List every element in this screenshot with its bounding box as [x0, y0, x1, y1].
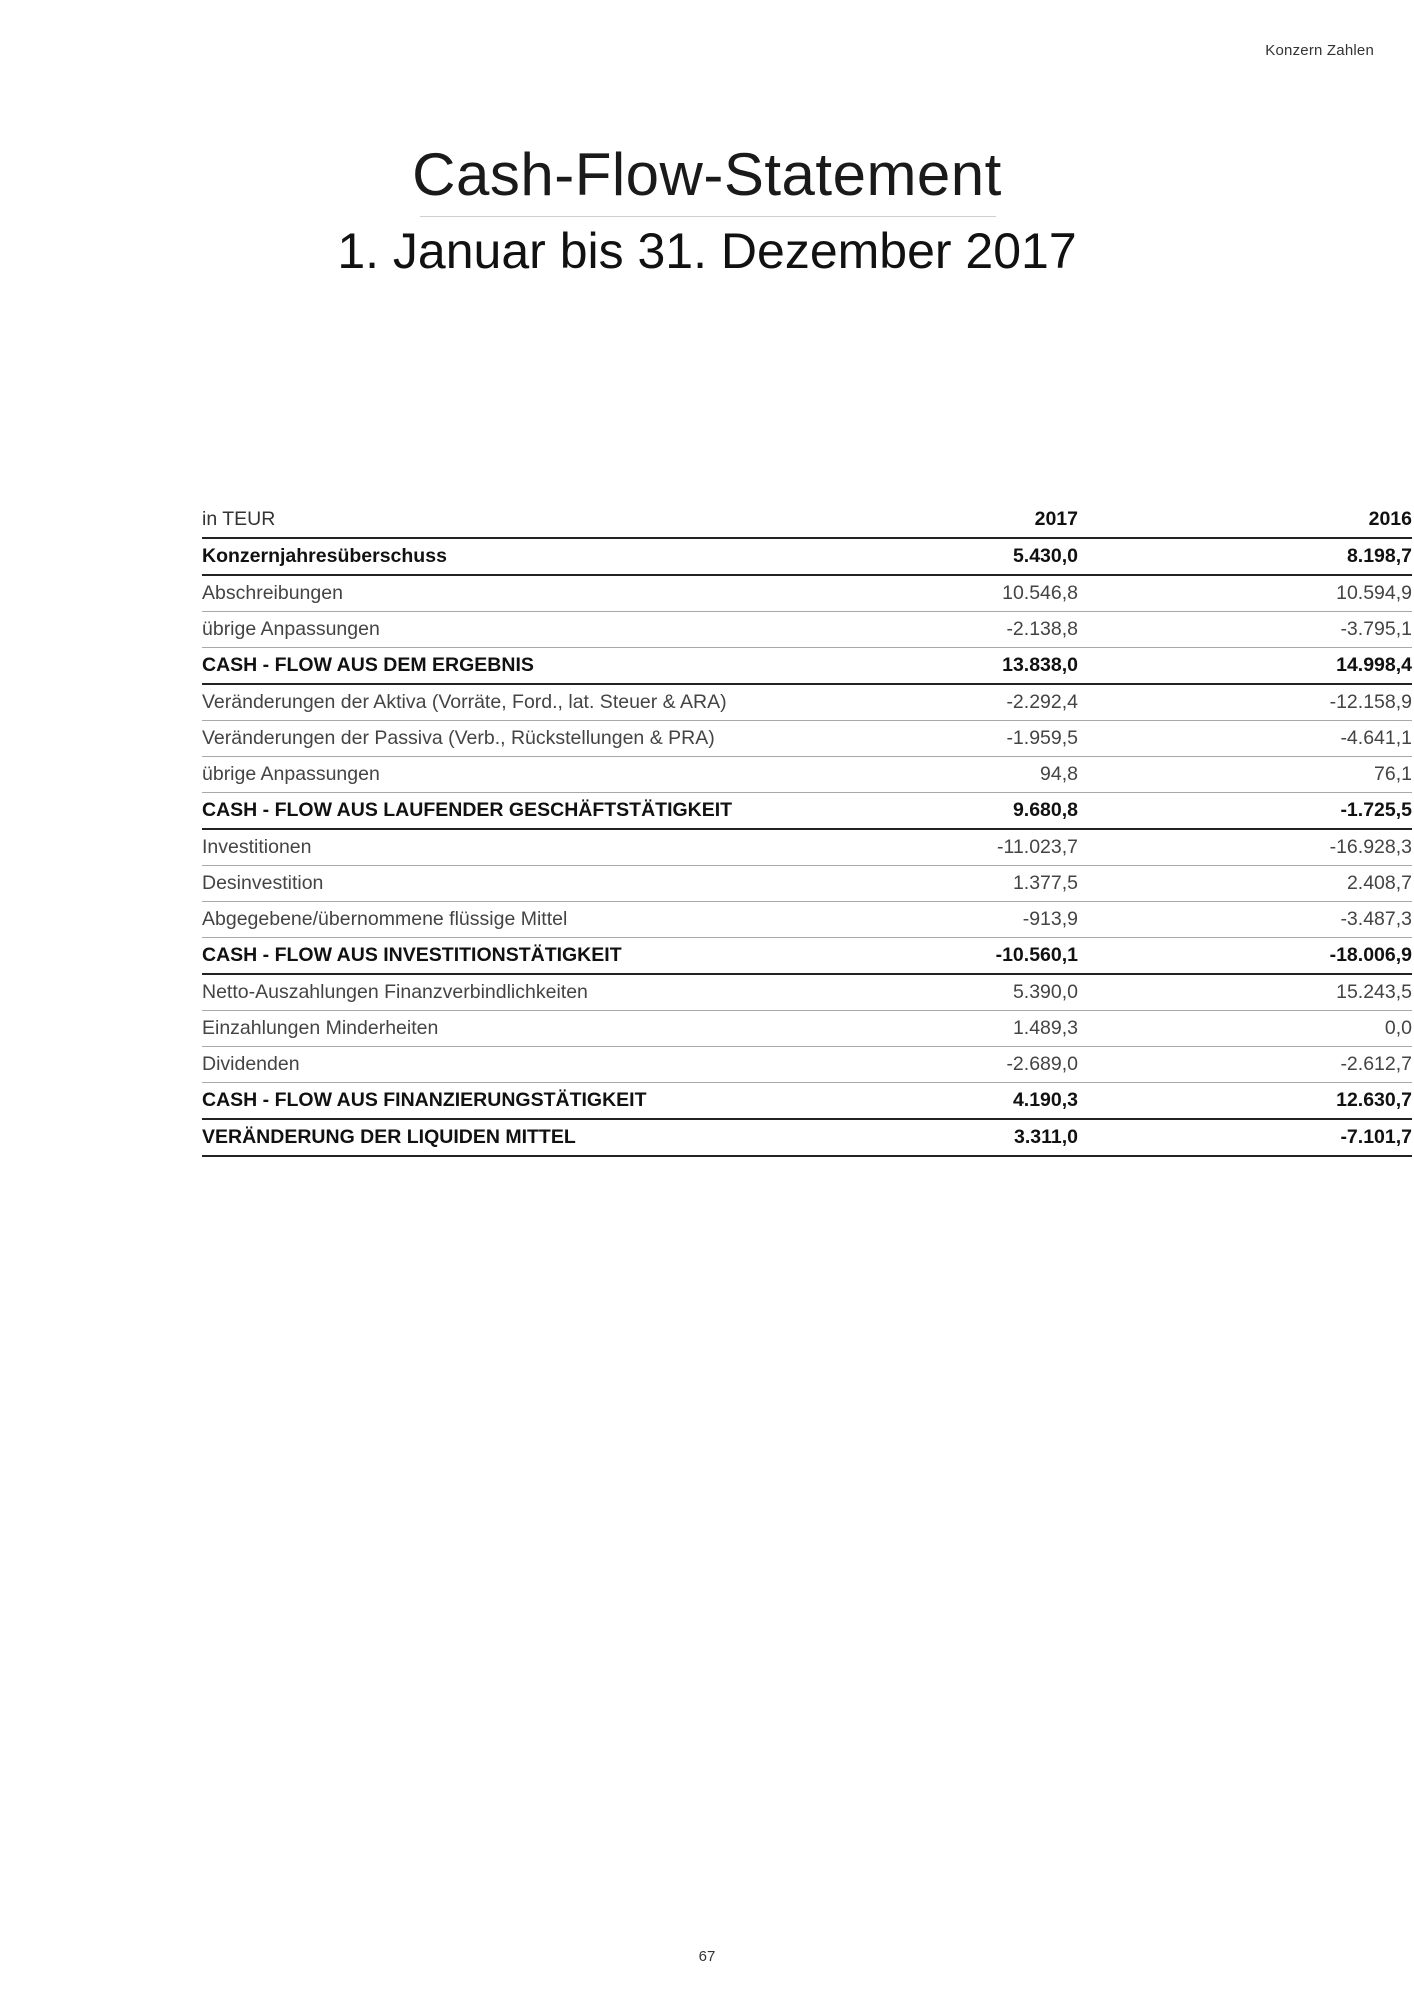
table-row — [202, 974, 1412, 1011]
column-header-2016: 2016 — [1078, 502, 1412, 538]
value-2017: -913,9 — [762, 902, 1078, 938]
table-row — [202, 866, 1412, 902]
row-label: CASH - FLOW AUS LAUFENDER GESCHÄFTSTÄTIGKEIT — [202, 793, 762, 830]
value-2017: 5.430,0 — [762, 538, 1078, 575]
value-2016: 14.998,4 — [1078, 648, 1412, 685]
row-label: Netto-Auszahlungen Finanzverbindlichkeiten — [202, 974, 762, 1011]
column-header-2017: 2017 — [762, 502, 1078, 538]
value-2017: 5.390,0 — [762, 974, 1078, 1011]
value-2016: -12.158,9 — [1078, 684, 1412, 721]
value-2017: 13.838,0 — [762, 648, 1078, 685]
row-label: Desinvestition — [202, 866, 762, 902]
value-2016: -16.928,3 — [1078, 829, 1412, 866]
value-2016: 15.243,5 — [1078, 974, 1412, 1011]
table-row — [202, 612, 1412, 648]
value-2017: -2.689,0 — [762, 1047, 1078, 1083]
value-2017: 1.377,5 — [762, 866, 1078, 902]
unit-label: in TEUR — [202, 502, 762, 538]
table-row — [202, 829, 1412, 866]
row-label: Veränderungen der Passiva (Verb., Rückstellungen & PRA) — [202, 721, 762, 757]
value-2017: -2.292,4 — [762, 684, 1078, 721]
value-2017: 10.546,8 — [762, 575, 1078, 612]
title-divider — [420, 216, 996, 217]
table-row — [202, 902, 1412, 938]
value-2016: 8.198,7 — [1078, 538, 1412, 575]
cash-flow-table-container — [202, 502, 1412, 1157]
table-row — [202, 757, 1412, 793]
value-2016: -1.725,5 — [1078, 793, 1412, 830]
value-2017: 4.190,3 — [762, 1083, 1078, 1120]
row-label: Einzahlungen Minderheiten — [202, 1011, 762, 1047]
table-row-total — [202, 648, 1412, 685]
value-2017: -11.023,7 — [762, 829, 1078, 866]
value-2016: -3.487,3 — [1078, 902, 1412, 938]
section-label: Konzern Zahlen — [1265, 42, 1374, 59]
value-2016: 76,1 — [1078, 757, 1412, 793]
row-label: CASH - FLOW AUS INVESTITIONSTÄTIGKEIT — [202, 938, 762, 975]
value-2017: -2.138,8 — [762, 612, 1078, 648]
table-row — [202, 575, 1412, 612]
table-row — [202, 684, 1412, 721]
value-2016: -2.612,7 — [1078, 1047, 1412, 1083]
table-row-total — [202, 1119, 1412, 1156]
table-row — [202, 1011, 1412, 1047]
table-row-total — [202, 793, 1412, 830]
page-subtitle: 1. Januar bis 31. Dezember 2017 — [337, 223, 1077, 279]
row-label: übrige Anpassungen — [202, 757, 762, 793]
row-label: Abschreibungen — [202, 575, 762, 612]
page-title: Cash-Flow-Statement — [412, 141, 1002, 208]
value-2017: 9.680,8 — [762, 793, 1078, 830]
value-2016: -18.006,9 — [1078, 938, 1412, 975]
row-label: übrige Anpassungen — [202, 612, 762, 648]
table-row — [202, 721, 1412, 757]
value-2016: -4.641,1 — [1078, 721, 1412, 757]
value-2016: -7.101,7 — [1078, 1119, 1412, 1156]
row-label: Veränderungen der Aktiva (Vorräte, Ford., lat. Steuer & ARA) — [202, 684, 762, 721]
row-label: Dividenden — [202, 1047, 762, 1083]
value-2016: 12.630,7 — [1078, 1083, 1412, 1120]
table-row-total — [202, 938, 1412, 975]
row-label: CASH - FLOW AUS DEM ERGEBNIS — [202, 648, 762, 685]
table-body — [202, 538, 1412, 1156]
row-label: VERÄNDERUNG DER LIQUIDEN MITTEL — [202, 1119, 762, 1156]
table-header-row — [202, 502, 1412, 538]
value-2017: -10.560,1 — [762, 938, 1078, 975]
row-label: Konzernjahresüberschuss — [202, 538, 762, 575]
table-row-total — [202, 538, 1412, 575]
row-label: CASH - FLOW AUS FINANZIERUNGSTÄTIGKEIT — [202, 1083, 762, 1120]
value-2017: 94,8 — [762, 757, 1078, 793]
page-number: 67 — [698, 1948, 716, 1965]
table-row-total — [202, 1083, 1412, 1120]
table-row — [202, 1047, 1412, 1083]
value-2016: -3.795,1 — [1078, 612, 1412, 648]
row-label: Investitionen — [202, 829, 762, 866]
value-2017: 1.489,3 — [762, 1011, 1078, 1047]
value-2016: 0,0 — [1078, 1011, 1412, 1047]
value-2017: -1.959,5 — [762, 721, 1078, 757]
value-2017: 3.311,0 — [762, 1119, 1078, 1156]
cash-flow-table — [202, 502, 1412, 1157]
value-2016: 10.594,9 — [1078, 575, 1412, 612]
value-2016: 2.408,7 — [1078, 866, 1412, 902]
row-label: Abgegebene/übernommene flüssige Mittel — [202, 902, 762, 938]
